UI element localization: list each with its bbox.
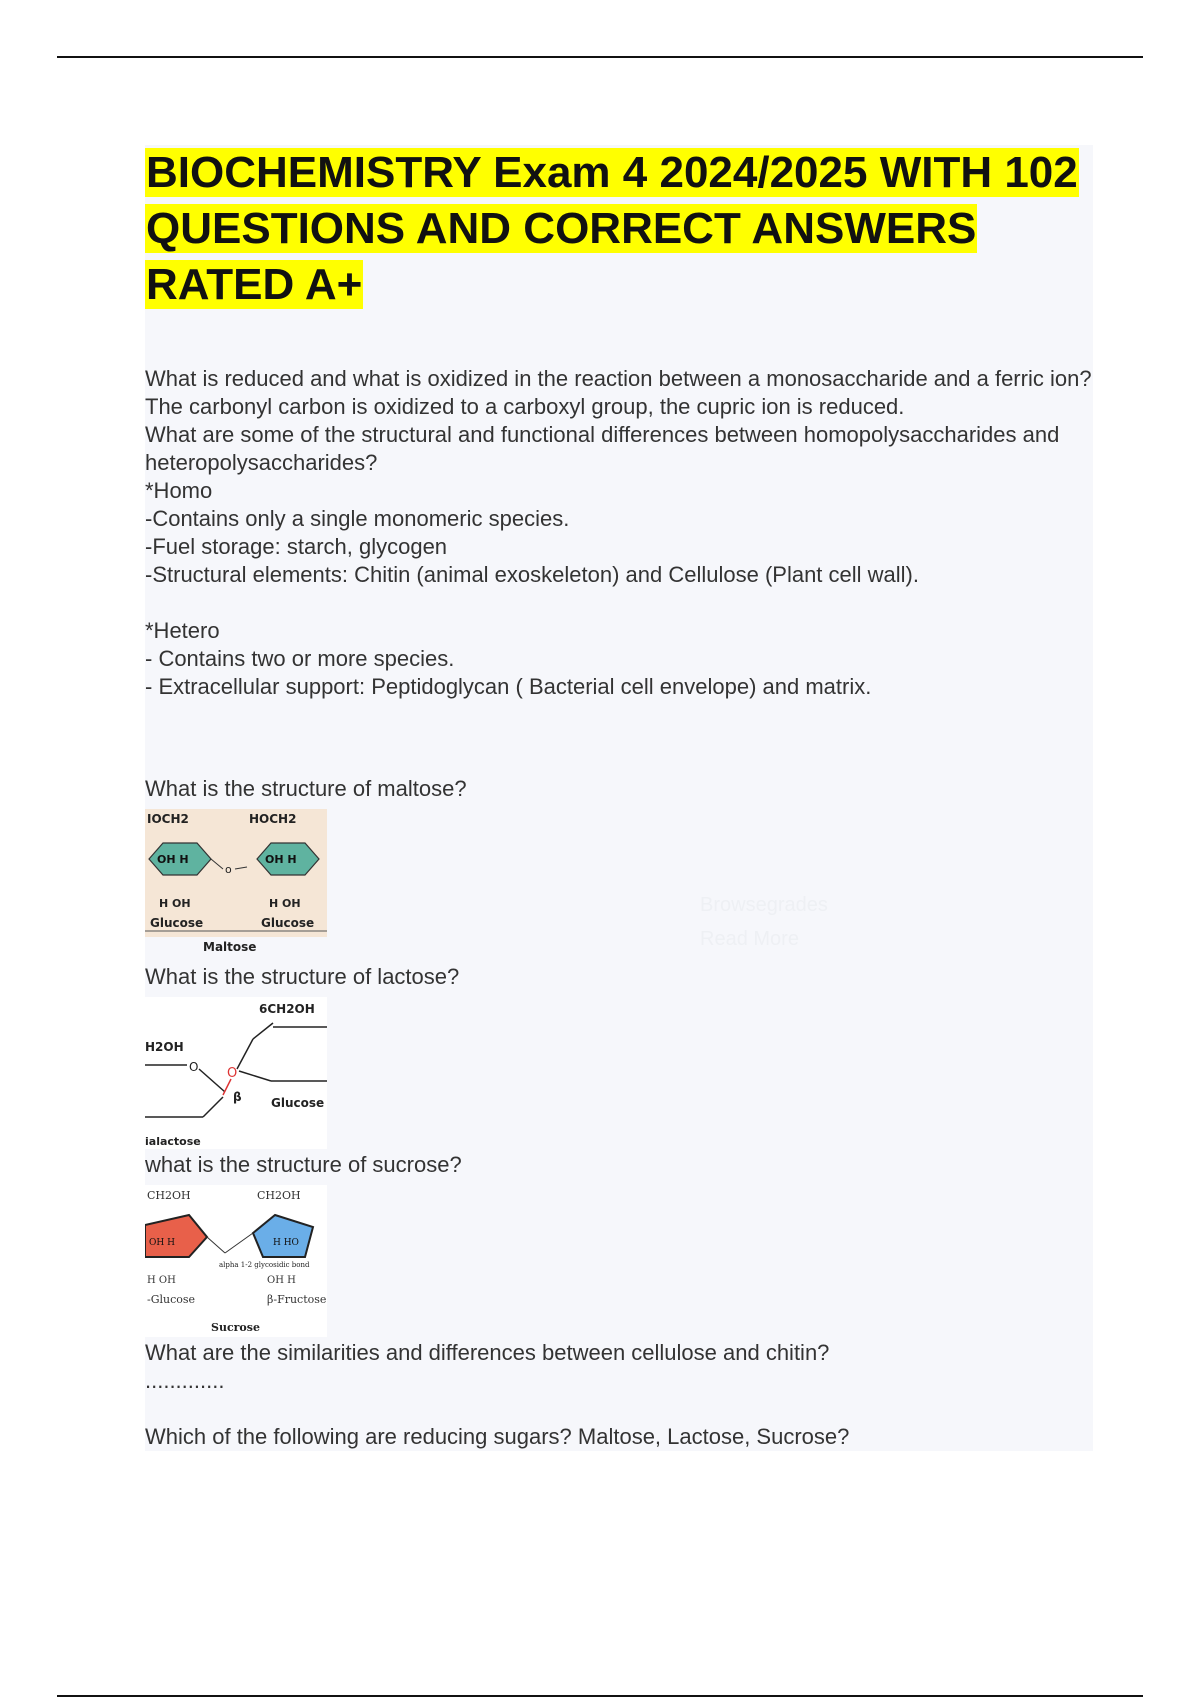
top-rule [57, 56, 1143, 58]
question-2: What are some of the structural and functional differences between homopolysaccharides and heteropolysaccharides? [145, 422, 1060, 475]
sucrose-figure [145, 1185, 327, 1337]
svg-text:o: o [225, 863, 232, 876]
answer-2-hetero-heading: *Hetero [145, 618, 220, 643]
answer-2-homo-line-3: -Structural elements: Chitin (animal exoskeleton) and Cellulose (Plant cell wall). [145, 562, 919, 587]
document-content [145, 145, 1093, 1451]
sucrose-bond-label: alpha 1-2 glycosidic bond [219, 1261, 310, 1269]
maltose-right-sugar-label: Glucose [261, 916, 315, 930]
answer-1: The carbonyl carbon is oxidized to a carboxyl group, the cupric ion is reduced. [145, 394, 905, 419]
document-title: BIOCHEMISTRY Exam 4 2024/2025 WITH 102 QUESTIONS AND CORRECT ANSWERS RATED A+ [146, 148, 1078, 309]
question-reducing-sugars: Which of the following are reducing sugars? Maltose, Lactose, Sucrose? [145, 1424, 850, 1449]
watermark: Browsegrades Read More [700, 894, 828, 950]
sucrose-glucose-label: -Glucose [147, 1293, 196, 1306]
question-cellulose-chitin: What are the similarities and differences between cellulose and chitin? [145, 1340, 830, 1365]
question-lactose: What is the structure of lactose? [145, 964, 460, 989]
document-body [145, 365, 1093, 1451]
answer-2-homo-line-1: -Contains only a single monomeric species. [145, 506, 570, 531]
lactose-left-group-label: H2OH [145, 1040, 184, 1054]
lactose-glucose-label: Glucose [271, 1096, 325, 1110]
svg-text:O: O [227, 1066, 238, 1081]
maltose-left-sugar-label: Glucose [150, 916, 204, 930]
answer-2-homo-line-2: -Fuel storage: starch, glycogen [145, 534, 448, 559]
answer-2-hetero-line-1: - Contains two or more species. [145, 646, 455, 671]
lactose-figure [145, 997, 327, 1149]
answer-dots: ............. [145, 1368, 225, 1393]
sucrose-left-group-label: CH2OH [147, 1189, 191, 1202]
maltose-left-group-label: IOCH2 [147, 812, 189, 826]
lactose-beta-label: β [233, 1090, 242, 1104]
svg-text:H OH: H OH [147, 1275, 176, 1286]
svg-text:OH H: OH H [157, 853, 189, 866]
maltose-right-group-label: HOCH2 [249, 812, 297, 826]
question-sucrose: what is the structure of sucrose? [145, 1152, 462, 1177]
svg-text:H OH: H OH [159, 897, 191, 910]
lactose-right-group-label: 6CH2OH [259, 1002, 315, 1016]
svg-text:OH H: OH H [265, 853, 297, 866]
svg-text:H OH: H OH [269, 897, 301, 910]
answer-2-homo-heading: *Homo [145, 478, 213, 503]
lactose-galactose-label: ialactose [145, 1135, 201, 1148]
bottom-rule [57, 1695, 1143, 1697]
svg-text:O: O [189, 1060, 199, 1074]
svg-text:OH H: OH H [149, 1238, 175, 1248]
sucrose-right-group-label: CH2OH [257, 1189, 301, 1202]
maltose-figure [145, 809, 327, 961]
sucrose-name-label: Sucrose [211, 1321, 260, 1334]
question-1: What is reduced and what is oxidized in the reaction between a monosaccharide and a ferric ion? [145, 366, 1092, 391]
maltose-name-label: Maltose [203, 940, 257, 954]
svg-text:OH H: OH H [267, 1275, 296, 1286]
svg-text:H HO: H HO [273, 1238, 299, 1248]
sucrose-fructose-label: β-Fructose [267, 1293, 327, 1306]
answer-2-hetero-line-2: - Extracellular support: Peptidoglycan ( Bacterial cell envelope) and matrix. [145, 674, 872, 699]
question-maltose: What is the structure of maltose? [145, 776, 467, 801]
